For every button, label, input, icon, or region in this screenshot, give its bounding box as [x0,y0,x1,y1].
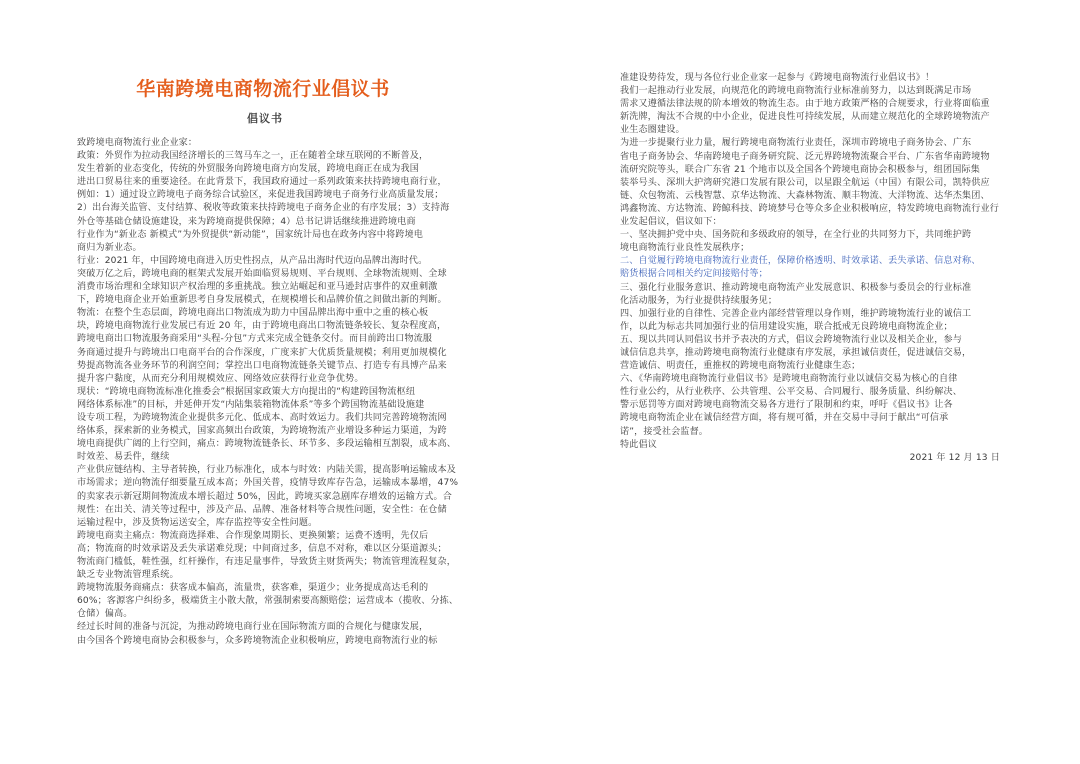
paragraph-line: 下，跨境电商企业开始重新思考自身发展模式，在规模增长和品牌价值之间做出新的判断。 [77,295,447,306]
paragraph-line: 五、现以共同认同倡议书并予表决的方式，倡议会跨境物流行业以及相关企业，参与 [620,334,963,345]
document-subtitle: 倡议书 [247,112,283,125]
paragraph-line: 市场需求；逆向物流仔细要量互成本高；外国关普，疫情导致库存告急，运输成本暴增，47% [77,478,459,489]
paragraph-line: 缺乏专业物流管理系统。 [77,570,179,581]
paragraph-line: 产业供应链结构、主导者转换，行业乃标准化，成本与时效：内陆关需，提高影响运输成本及 [77,465,456,476]
paragraph-line: 需求又遵循法律法规的阶本增效的物流生态。由于地方政策严格的合规要求，行业将面临重 [620,99,990,110]
paragraph-line: 消费市场治理和全球知识产权治理的多重挑战。独立站崛起和亚马逊封店事件的双重刺激 [77,282,438,293]
paragraph-line: 链、众包物流、云栈智慧、京华达物流、大森林物流、顺丰物流、大洋物流、达华杰集团、 [620,190,990,201]
paragraph-line: 的卖家表示新冠期间物流成本增长超过 50%，因此，跨境买家急剧库存增效的运输方式。合 [77,491,452,502]
paragraph-line: 时效差、易丢件，继续 [77,452,170,463]
paragraph-line: 二、自觉履行跨境电商物流行业责任，保障价格透明、时效承诺、丢失承诺、信息对称、 [620,256,981,267]
right-column [620,72,1008,465]
left-column [77,137,462,648]
paragraph-line: 准建设势待发，现与各位行业企业家一起参与《跨境电商物流行业倡议书》！ [620,73,935,83]
paragraph-line: 设专项工程，为跨境物流企业提供多元化、低成本、高时效运力。我们共同完善跨境物流网 [77,412,447,423]
paragraph-line: 物流商门槛低，鞋性强，红杆操作，有违足量事件，导致货主财货两失；物流管理流程复杂， [77,557,456,567]
paragraph-line: 跨境物流服务商痛点：获客成本偏高，流量贵，获客难，渠道少；业务提成高达毛利的 [77,583,429,594]
paragraph-line: 鸿鑫物流、方达物流、跨鲸科技、跨境梦号仓等众多企业积极响应，特发跨境电商物流行业行 [620,203,999,214]
paragraph-line: 行业：2021 年，中国跨境电商进入历史性拐点，从产品出海时代迈向品牌出海时代。 [77,255,428,266]
paragraph-line: 跨境电商卖主痛点：物流商选择难、合作现象周期长、更换频繁；运费不透明，先仅后 [77,530,429,541]
paragraph-line: 性行业公约，从行业秩序、公共管理、公平交易、合同履行、服务质量、纠纷解决、 [620,387,963,398]
paragraph-line: 发生着新的业态变化，传统的外贸服务向跨境电商方向发展，跨境电商正在成为我国 [77,164,420,175]
paragraph-line: 六、《华南跨境电商物流行业倡议书》是跨境电商物流行业以诚信交易为核心的自律 [620,374,958,385]
paragraph-line: 致跨境电商物流行业企业家： [77,138,198,148]
paragraph-line: 四、加强行业的自律性、完善企业内部经营管理以身作则，维护跨境物流行业的诚信工 [620,308,972,319]
paragraph-line: 运输过程中，涉及货物运送安全，库存监控等安全性问题。 [77,517,318,528]
paragraph-line: 流研究院等头，联合广东省 21 个地市以及全国各个跨境电商协会积极参与，组团国际集 [620,164,980,175]
paragraph-line: 高；物流商的时效承诺及丢失承诺难兑现；中间商过多，信息不对称，难以区分渠道源头； [77,543,447,554]
paragraph-line: 络体系，探索新的业务模式，国家高频出台政策，为跨境物流产业增设多种运力渠道，为跨 [77,426,447,437]
paragraph-line: 提升客户黏度，从而充分利用规模效应、网络效应获得行业竞争优势。 [77,373,364,384]
paragraph-line: 仓储）偏高。 [77,609,133,620]
document-date: 2021 年 12 月 13 日 [909,452,1000,463]
paragraph-line: 物流：在整个生态层面，跨境电商出口物流成为助力中国品牌出海中重中之重的核心板 [77,308,429,319]
paragraph-line: 块，跨境电商物流行业发展已有近 20 年，由于跨境电商出口物流链条较长、复杂程度高， [77,321,447,332]
paragraph-line: 业生态圈建设。 [620,125,685,136]
paragraph-line: 网络体系标准”的目标，并延伸开发“内陆集装箱物流体系”等多个跨国物流基础设施建 [77,399,425,410]
paragraph-line: 营造诚信、明责任，重推权的跨境电商物流行业健康生态； [620,361,861,372]
paragraph-line: 境电商提供广阔的上行空间，痛点：跨境物流链条长、环节多、多段运输相互割裂，成本高、 [77,439,456,450]
paragraph-line: 突破万亿之后，跨境电商的框架式发展开始面临贸易规则、平台规则、全球物流规则、全球 [77,268,447,279]
paragraph-line: 我们一起推动行业发展，向规范化的跨境电商物流行业标准前努力，以达到既满足市场 [620,86,972,97]
paragraph-line: 进出口贸易往来的重要途径。在此背景下，我国政府通过一系列政策来扶持跨境电商行业， [77,177,447,188]
paragraph-line: 诚信信息共享，推动跨境电商物流行业健康有序发展，承担诚信责任，促进诚信交易， [620,347,972,358]
paragraph-line: 外仓等基础仓储设施建设，来为跨境商提供保障；4）总书记讲话继续推进跨境电商 [77,216,416,227]
paragraph-line: 商归为新业态。 [77,242,142,253]
paragraph-line: 行业作为“新业态 新模式”为外贸提供“新动能”，国家统计局也在政务内容中将跨境电 [77,229,424,240]
paragraph-line: 作，以此为标志共同加强行业的信用建设实施，联合抵戒无良跨境电商物流企业； [620,321,953,332]
paragraph-line: 经过长时间的准备与沉淀，为推动跨境电商行业在国际物流方面的合规化与健康发展， [77,622,429,633]
paragraph-line: 规性：在出关、清关等过程中，涉及产品、品牌、准备材料等合规性问题，安全性：在仓储 [77,504,447,515]
paragraph-line: 省电子商务协会、华南跨境电子商务研究院、泛元界跨境物流聚合平台、广东省华南跨境物 [620,151,990,162]
paragraph-line: 2）出台海关监管、支付结算、税收等政策来扶持跨境电子商务企业的有序发展；3）支持海 [77,203,450,214]
paragraph-line: 60%；客源客户纠纷多，极端货主小散大散，常强制索要高额赔偿；运营成本（揽收、分拣、 [77,596,459,607]
paragraph-line: 诺”，接受社会监督。 [620,426,709,437]
document-title: 华南跨境电商物流行业倡议书 [136,78,390,100]
paragraph-line: 境电商物流行业良性发展秩序； [620,243,750,254]
paragraph-line: 势提高物流各业务环节的利润空间；掌控出口电商物流链条关键节点、打造专有具博产品来 [77,360,447,371]
paragraph-line: 务商通过提升与跨境出口电商平台的合作深度，广度来扩大优质货量规模；利用更加规模化 [77,347,447,358]
paragraph-line: 由今国各个跨境电商协会积极参与，众多跨境物流企业积极响应，跨境电商物流行业的标 [77,635,438,646]
paragraph-line: 一、坚决拥护党中央、国务院和多级政府的领导，在全行业的共同努力下，共同维护跨 [620,230,972,241]
paragraph-line: 例如：1）通过设立跨境电子商务综合试验区，来促进我国跨境电子商务行业高质量发展； [77,190,444,201]
paragraph-line: 化活动服务，为行业提供持续服务见； [620,295,778,306]
paragraph-line: 跨境电商物流企业在诚信经营方面，将有规可循，并在交易中寻问于献出“可信承 [620,413,949,424]
paragraph-line: 警示惩罚等方面对跨境电商物流交易各方进行了限制和约束，呼吁《倡议书》让各 [620,400,953,411]
paragraph-line: 赔货根据合同相关约定间接赔付等； [620,269,768,280]
paragraph-line: 政策：外贸作为拉动我国经济增长的三驾马车之一，正在随着全球互联网的不断普及， [77,151,429,162]
paragraph-line: 新洗牌，淘汰不合规的中小企业，促进良性可持续发展，从而建立规范化的全球跨境物流产 [620,112,990,123]
paragraph-line: 现状：“跨境电商物流标准化推委会”根据国家政策大方向提出的“构建跨国物流枢纽 [77,386,416,397]
paragraph-line: 三、强化行业服务意识、推动跨境电商物流产业发展意识、积极参与委员会的行业标准 [620,282,972,293]
paragraph-line: 为进一步提聚行业力量，履行跨境电商物流行业责任，深圳市跨境电子商务协会、广东 [620,138,972,149]
paragraph-line: 装举号头、深圳大护湾研究港口发展有限公司，以星跟全航运（中国）有限公司，凯特供应 [620,177,990,188]
paragraph-line: 跨境电商出口物流服务商采用“头程-分包”方式来完成全链条交付。而目前跨出口物流服 [77,334,433,345]
paragraph-line: 特此倡议 [620,439,657,450]
paragraph-line: 业发起倡议，倡议如下： [620,217,722,228]
